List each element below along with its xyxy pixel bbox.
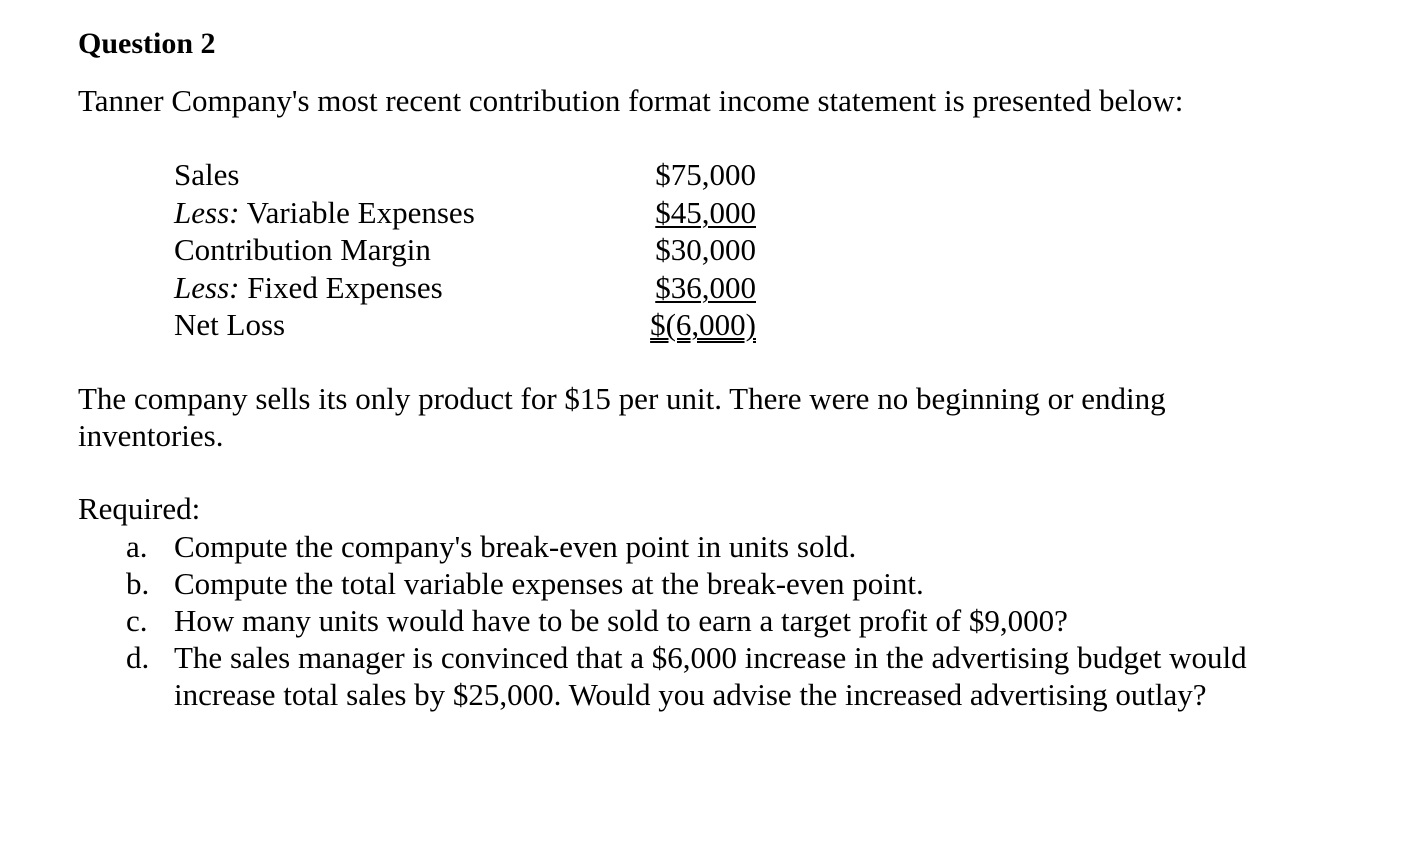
question-title: Question 2 bbox=[78, 27, 216, 60]
item-text: Compute the total variable expenses at the break-even point. bbox=[174, 566, 924, 601]
statement-row-contribution-margin bbox=[174, 231, 756, 269]
statement-label-prefix: Less: bbox=[174, 194, 240, 230]
statement-label-text: Variable Expenses bbox=[239, 194, 475, 230]
item-text: How many units would have to be sold to earn a target profit of $9,000? bbox=[174, 603, 1068, 638]
item-letter: a. bbox=[126, 529, 148, 564]
statement-value: $45,000 bbox=[655, 194, 756, 230]
product-paragraph: The company sells its only product for $15 per unit. There were no beginning or ending inventories. bbox=[78, 381, 1166, 453]
statement-label-text: Sales bbox=[174, 157, 240, 192]
statement-label-text: Fixed Expenses bbox=[239, 269, 443, 305]
item-letter: c. bbox=[126, 603, 148, 638]
statement-label bbox=[174, 231, 431, 269]
statement-value: $(6,000) bbox=[650, 307, 756, 342]
item-text: Compute the company's break-even point in units sold. bbox=[174, 529, 857, 564]
statement-label bbox=[174, 194, 475, 232]
statement-value: $36,000 bbox=[655, 269, 756, 305]
required-item-b bbox=[120, 565, 1320, 602]
required-item-a bbox=[120, 528, 1320, 565]
item-letter: d. bbox=[126, 640, 150, 675]
required-item-c bbox=[120, 602, 1320, 639]
statement-row-sales bbox=[174, 156, 756, 194]
statement-label-prefix: Less: bbox=[174, 269, 240, 305]
item-text: The sales manager is convinced that a $6,000 increase in the advertising budget would increase total sales by $25,000. Would you advise the increased advertising outlay? bbox=[174, 640, 1247, 712]
required-heading: Required: bbox=[78, 491, 201, 526]
required-item-d bbox=[120, 639, 1320, 713]
statement-row-variable-expenses bbox=[174, 194, 756, 232]
statement-label-text: Net Loss bbox=[174, 307, 286, 342]
statement-label bbox=[174, 306, 285, 344]
statement-label bbox=[174, 269, 443, 307]
item-letter: b. bbox=[126, 566, 150, 601]
statement-label-text: Contribution Margin bbox=[174, 232, 431, 267]
intro-text: Tanner Company's most recent contribution format income statement is presented below: bbox=[78, 83, 1184, 118]
statement-value: $30,000 bbox=[655, 232, 756, 267]
statement-label bbox=[174, 156, 239, 194]
statement-row-fixed-expenses bbox=[174, 269, 756, 307]
income-statement bbox=[174, 156, 756, 344]
statement-value: $75,000 bbox=[655, 157, 756, 192]
required-list bbox=[120, 528, 1320, 713]
statement-row-net-loss bbox=[174, 306, 756, 344]
